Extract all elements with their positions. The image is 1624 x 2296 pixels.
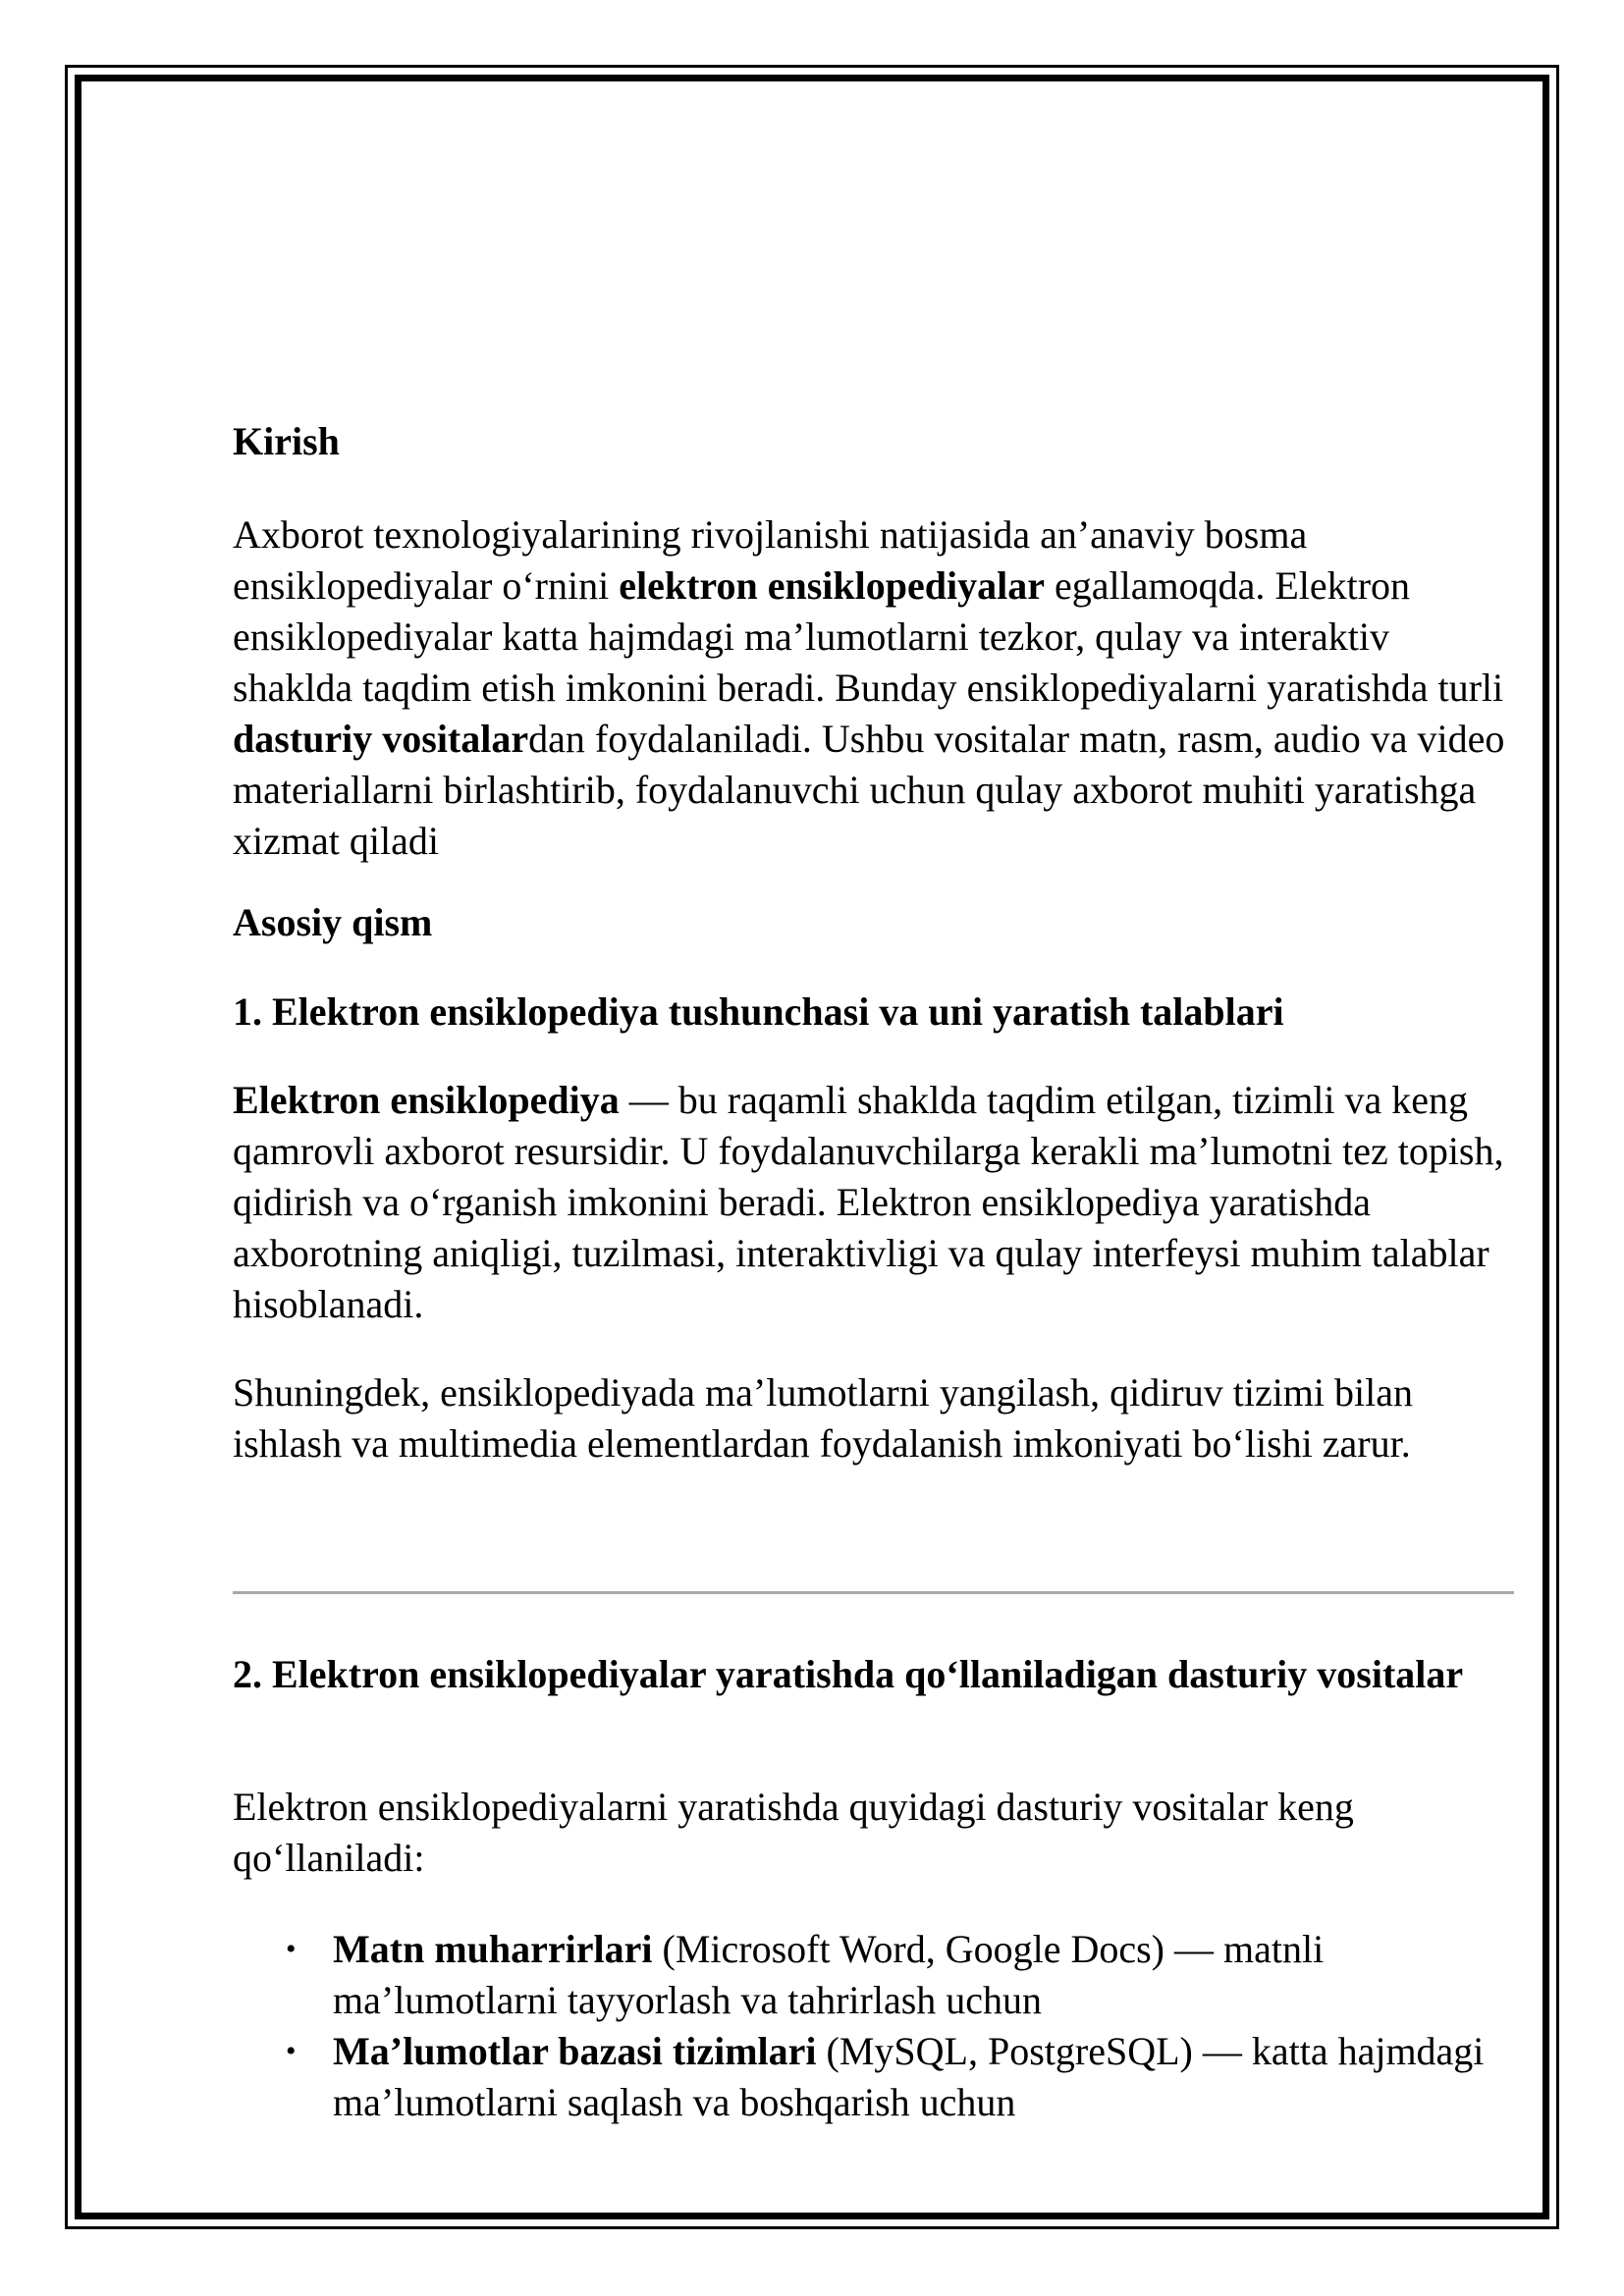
bold-term: Elektron ensiklopediya [233, 1078, 620, 1122]
section2-paragraph: Elektron ensiklopediyalarni yaratishda quyidagi dasturiy vositalar keng qo‘llaniladi: [233, 1785, 1354, 1880]
section1-paragraph-1: Elektron ensiklopediya — bu raqamli shaklda taqdim etilgan, tizimli va keng qamrovli axborot resursidir. U foydalanuvchilarga kerakli ma’lumotni tez topish, qidirish va o‘rganish imkonini beradi. Elektron ensiklopediya yaratishda axborotning aniqligi, tuzilmasi, interaktivligi va qulay interfeysi muhim talablar hisoblanadi. [233, 1078, 1504, 1326]
section1-paragraph-2: Shuningdek, ensiklopediyada ma’lumotlarni yangilash, qidiruv tizimi bilan ishlash va multimedia elementlardan foydalanish imkoniyati bo‘lishi zarur. [233, 1370, 1414, 1466]
intro-paragraph: Axborot texnologiyalarining rivojlanishi natijasida an’anaviy bosma ensiklopediyalar o‘rnini elektron ensiklopediyalar egallamoqda. Elektron ensiklopediyalar katta hajmdagi ma’lumotlarni tezkor, qulay va interaktiv shaklda taqdim etish imkonini beradi. Bunday ensiklopediyalarni yaratishda turli dasturiy vositalardan foydalaniladi. Ushbu vositalar matn, rasm, audio va video materiallarni birlashtirib, foydalanuvchi uchun qulay axborot muhiti yaratishga xizmat qiladi [233, 512, 1505, 863]
intro-heading: Kirish [233, 419, 340, 463]
bold-term: Ma’lumotlar bazasi tizimlari [333, 2029, 817, 2073]
list-item: • Matn muharrirlari (Microsoft Word, Google Docs) — matnli ma’lumotlarni tayyorlash va tahrirlash uchun [233, 1924, 1519, 2026]
bullet-icon: • [286, 1933, 297, 1965]
bold-term: Matn muharrirlari [333, 1927, 653, 1971]
main-heading: Asosiy qism [233, 900, 433, 944]
section1-heading: 1. Elektron ensiklopediya tushunchasi va uni yaratish talablari [233, 989, 1284, 1034]
tools-list [233, 1924, 1519, 2128]
bold-term: elektron ensiklopediyalar [619, 563, 1045, 608]
bullet-icon: • [286, 2035, 297, 2067]
section2-heading: 2. Elektron ensiklopediyalar yaratishda qo‘llaniladigan dasturiy vositalar [233, 1652, 1464, 1696]
horizontal-rule [233, 1591, 1514, 1594]
bold-term: dasturiy vositalar [233, 717, 529, 761]
list-item: • Ma’lumotlar bazasi tizimlari (MySQL, PostgreSQL) — katta hajmdagi ma’lumotlarni saqlash va boshqarish uchun [233, 2026, 1519, 2128]
